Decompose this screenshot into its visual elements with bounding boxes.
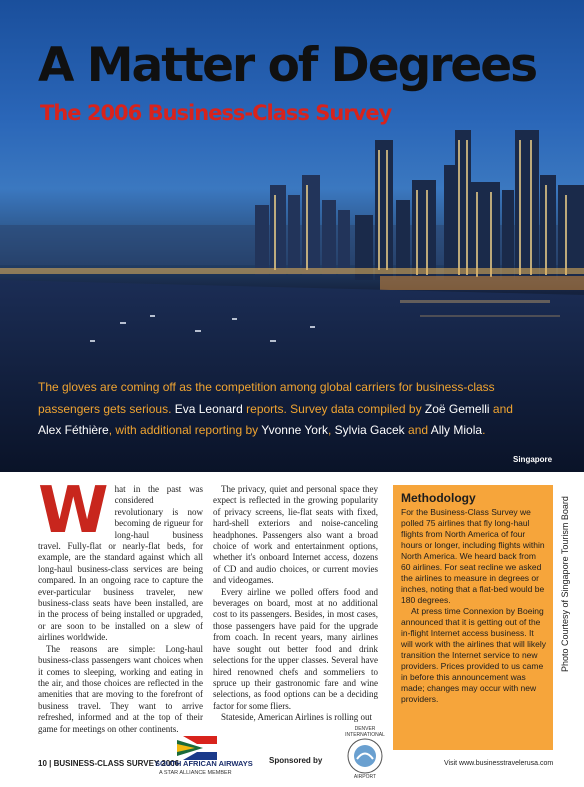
compiler-name: Alex Féthière	[38, 423, 109, 437]
page-folio: 10 | BUSINESS-CLASS SURVEY 2006	[38, 759, 180, 768]
deck-text: reports. Survey data compiled by	[242, 401, 425, 416]
article-column-1	[38, 474, 203, 735]
south-african-airways-logo	[155, 736, 253, 781]
deck-text: .	[482, 423, 486, 437]
airport-seal-text-top: DENVER INTERNATIONAL	[345, 726, 385, 738]
author-name: Eva Leonard	[174, 401, 243, 416]
article-paragraph: The reasons are simple: Long-haul business-class passengers want choices when it comes to sleeping, working and eating in the air, and those choices are reflected in the amenities that are moving to the forefront of business travel. They want to arrive refreshed, informed and at the top of their game for meetings on other continents.	[38, 643, 203, 734]
photo-credit: Photo Courtesy of Singapore Tourism Board	[560, 496, 570, 672]
article-deck	[38, 377, 538, 442]
website-link: Visit www.businesstravelerusa.com	[444, 760, 554, 767]
saa-name: SOUTH AFRICAN AIRWAYS	[155, 759, 253, 768]
sponsored-by-label: Sponsored by	[269, 756, 323, 765]
deck-text: and	[489, 401, 513, 416]
denver-airport-logo	[335, 726, 395, 782]
drop-cap: W	[38, 474, 109, 548]
deck-text: The gloves are coming off as the competition among global carriers for business-class passengers gets serious.	[38, 380, 495, 416]
page-subtitle: The 2006 Business-Class Survey	[40, 101, 392, 125]
methodology-paragraph: At press time Connexion by Boeing announced that it is getting out of the in-flight Internet access business. It will work with the airlines that will likely transition the Internet service to new providers. Prices provided to us came in before this announcement was made; changes may occur with new providers.	[401, 606, 547, 704]
deck-text: and	[404, 423, 431, 437]
reporter-name: Sylvia Gacek	[334, 423, 405, 437]
reporter-name: Ally Miola	[430, 423, 483, 437]
deck-text: ,	[327, 423, 335, 437]
reporter-name: Yvonne York	[261, 423, 328, 437]
airport-seal-text-bottom: AIRPORT	[353, 774, 377, 780]
article-paragraph: Every airline we polled offers food and beverages on board, most at no additional cost to its passengers. Besides, in most cases, those passengers have paid for the upgrade from coach. In recent years, many airlines have sought out better food and drink selections for the upper classes. Several have hired renowned chefs and sommeliers to spruce up their gastronomic fare and wine selections, as food options can be a deciding factor for some fliers.	[213, 586, 378, 711]
deck-text: , with additional reporting by	[108, 423, 262, 437]
saa-flag-icon	[177, 736, 217, 760]
methodology-paragraph: For the Business-Class Survey we polled 75 airlines that fly long-haul flights from North America of four hours or longer, including flights within North America. We heard back from 60 airlines. For seat recline we asked the airlines to measure in degrees or inches, noting that a flat-bed would be 180 degrees.	[401, 507, 545, 605]
photo-caption: Singapore	[513, 455, 553, 464]
page-title: A Matter of Degrees	[38, 38, 537, 93]
methodology-box	[393, 485, 553, 750]
article-paragraph: hat in the past was considered revolutionary is now becoming de rigueur for long-haul business travel. Fully-flat or nearly-flat beds, for example, are the standard against which all long-haul business-class services are being compared. In an ongoing race to capture the ever-particular business traveler, new business-class seats have been installed, are in the process of being installed or upgraded, or are soon to be installed on a slew of airlines worldwide.	[38, 484, 203, 643]
methodology-title: Methodology	[401, 491, 476, 505]
article-paragraph: The privacy, quiet and personal space they expect is reflected in the growing popularity of privacy screens, lie-flat seats with fixed, hard-shell exteriors and noise-canceling headphones. Passengers also want a broad choice of work and entertainment options, whether it's onboard Internet access, dozens of CD and audio choices, or current movies and videogames.	[213, 484, 378, 586]
saa-tagline: A STAR ALLIANCE MEMBER	[159, 770, 232, 776]
page-footer	[0, 726, 584, 783]
compiler-name: Zoë Gemelli	[424, 401, 490, 416]
article-paragraph: Stateside, American Airlines is rolling out	[221, 712, 372, 723]
article-column-2	[213, 484, 378, 724]
